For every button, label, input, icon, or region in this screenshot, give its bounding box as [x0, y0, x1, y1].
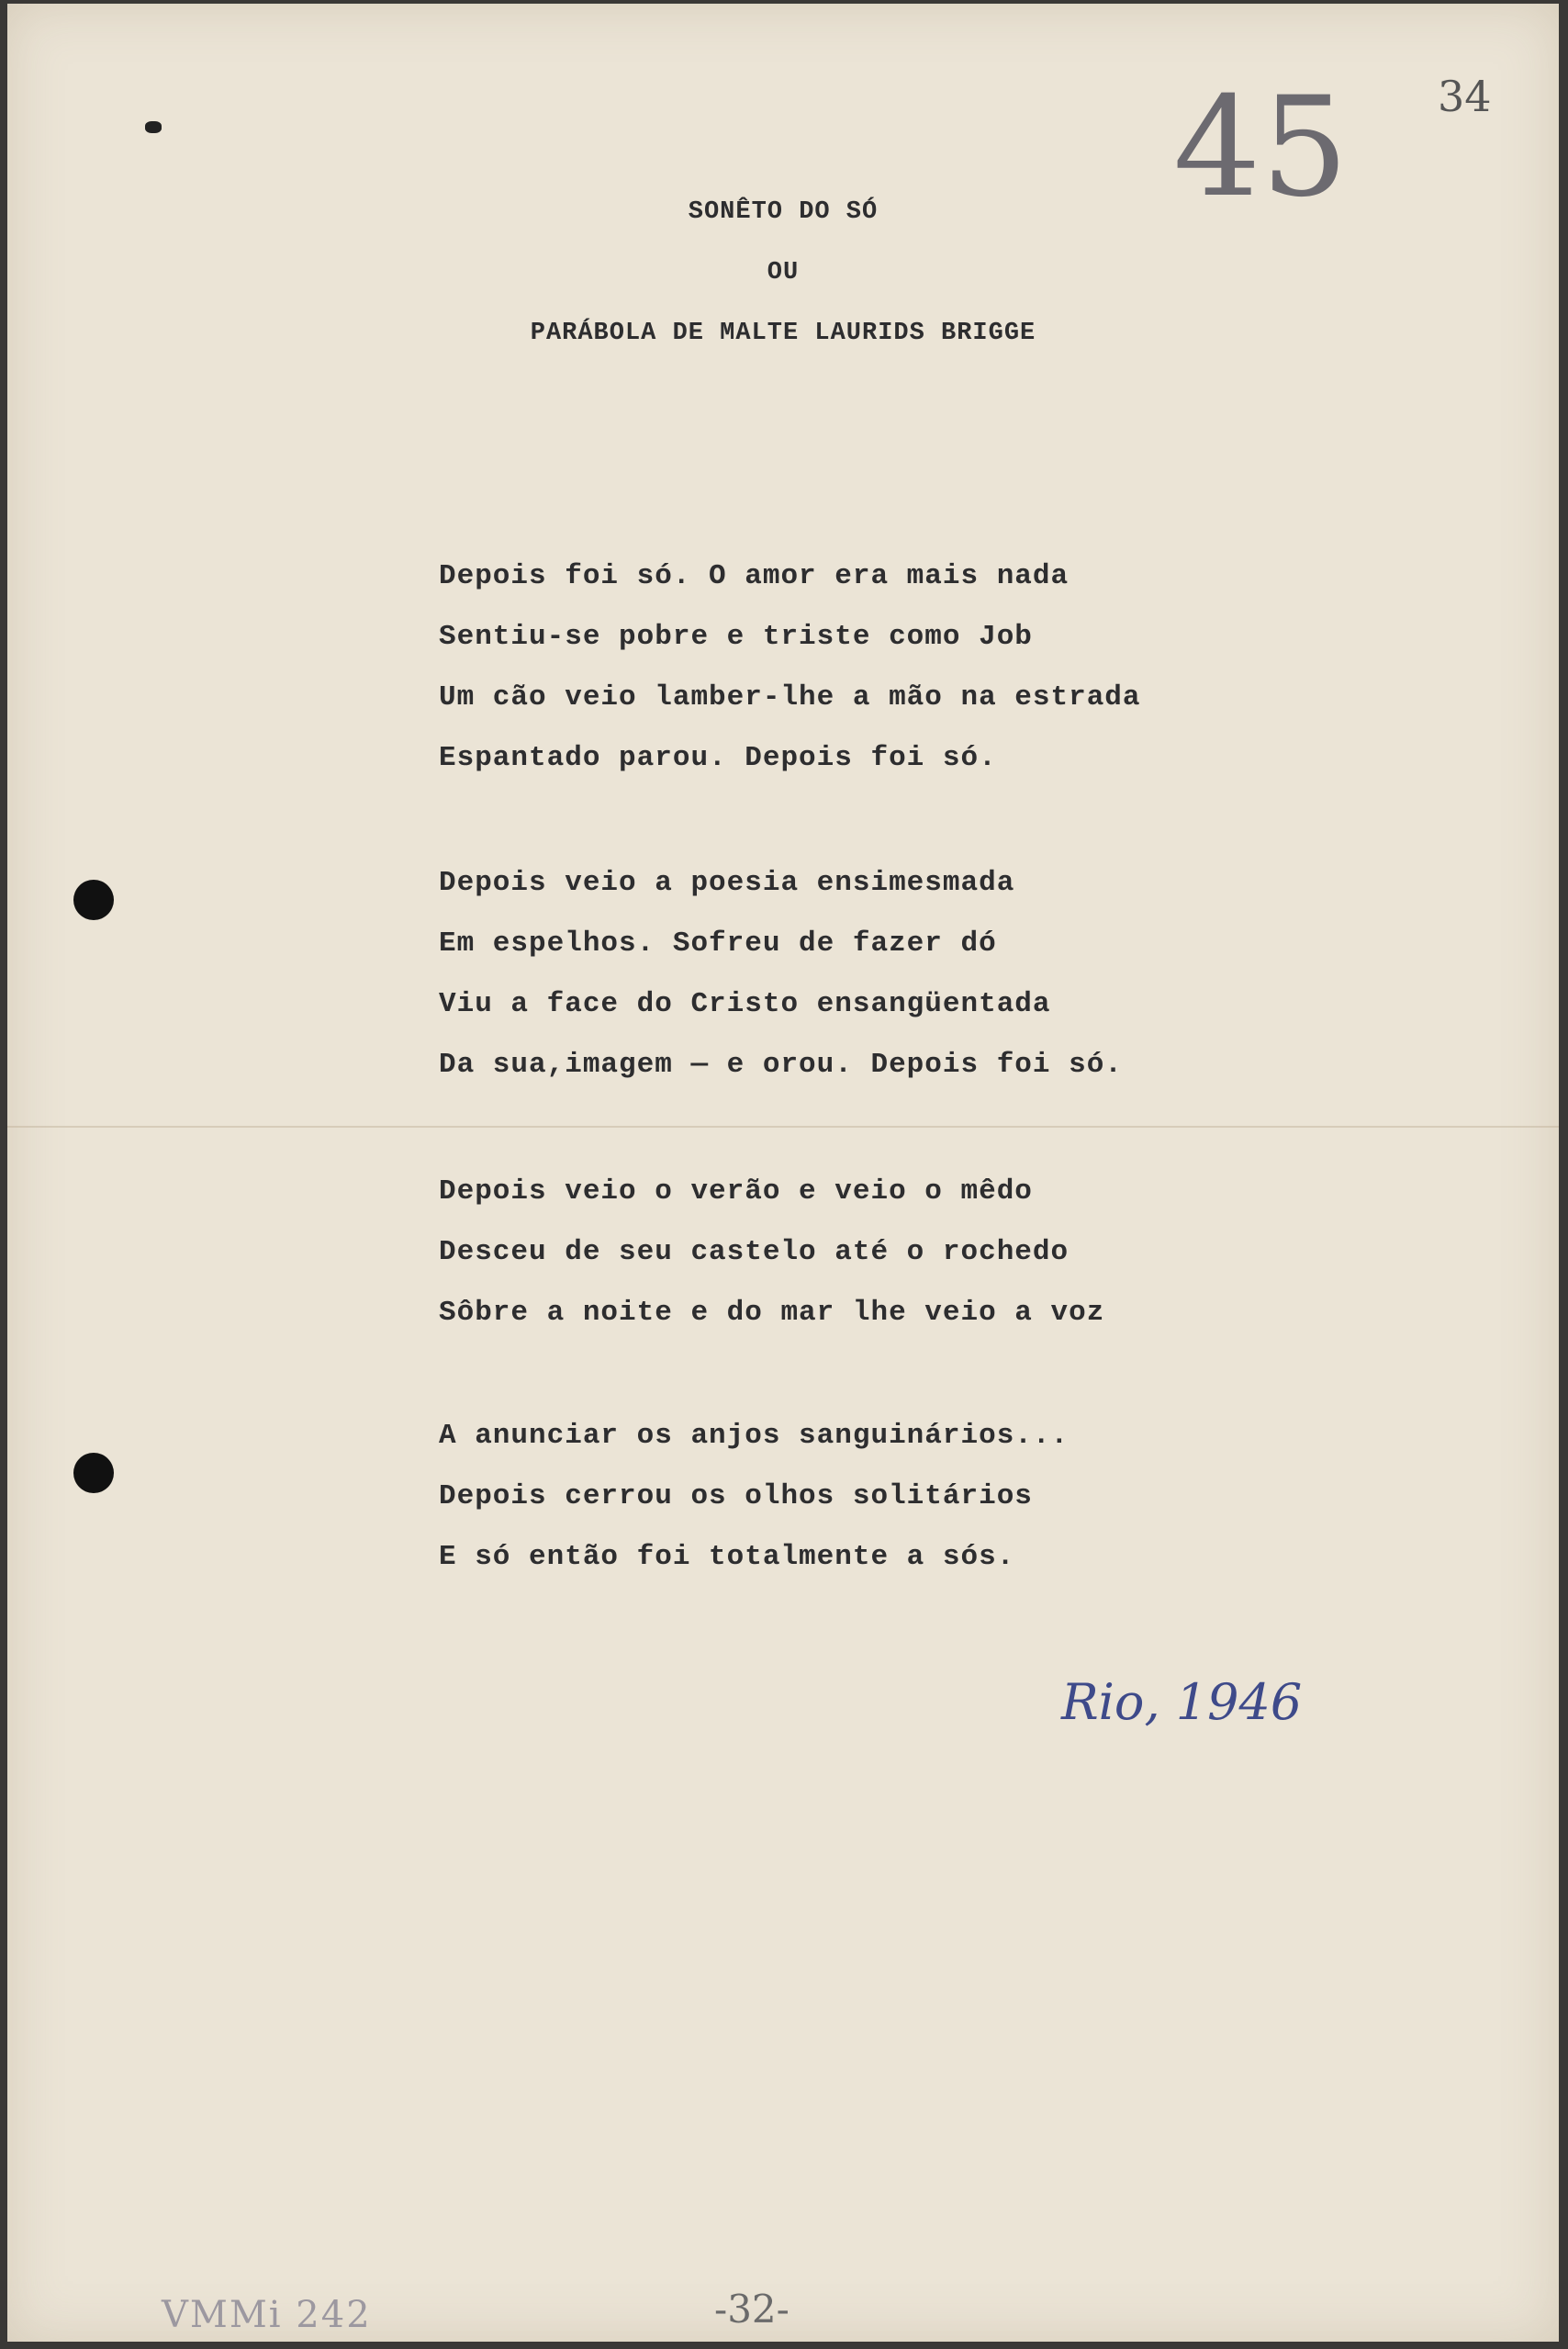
- corner-page-number: 34: [1438, 72, 1492, 121]
- poem-line: Depois cerrou os olhos solitários: [439, 1480, 1033, 1512]
- poem-subtitle: PARÁBOLA DE MALTE LAURIDS BRIGGE: [530, 320, 1036, 347]
- poem-line: Desceu de seu castelo até o rochedo: [439, 1236, 1070, 1268]
- punch-hole-bottom: [73, 1453, 114, 1493]
- typescript-page: [7, 4, 1559, 2342]
- poem-line: Sentiu-se pobre e triste como Job: [439, 621, 1033, 653]
- poem-line: A anunciar os anjos sanguinários...: [439, 1420, 1070, 1452]
- poem-title-connector: OU: [767, 259, 800, 287]
- footer-page-number: -32-: [714, 2287, 790, 2332]
- poem-line: Sôbre a noite e do mar lhe veio a voz: [439, 1297, 1105, 1329]
- punch-hole-top: [73, 880, 114, 920]
- ink-speck: [145, 121, 162, 133]
- paper-fold-line: [7, 1126, 1559, 1128]
- poem-title: SONÊTO DO SÓ: [688, 198, 879, 226]
- handwritten-page-number: 45: [1173, 68, 1349, 228]
- poem-line: Viu a face do Cristo ensangüentada: [439, 988, 1051, 1020]
- poem-line: Depois veio a poesia ensimesmada: [439, 867, 1015, 899]
- handwritten-place-date: Rio, 1946: [1061, 1673, 1303, 1731]
- poem-line: Um cão veio lamber-lhe a mão na estrada: [439, 681, 1141, 714]
- poem-line: Espantado parou. Depois foi só.: [439, 742, 997, 774]
- poem-line: Da sua,imagem — e orou. Depois foi só.: [439, 1049, 1123, 1081]
- poem-line: Depois foi só. O amor era mais nada: [439, 560, 1070, 592]
- archive-code: VMMi 242: [162, 2294, 372, 2336]
- poem-line: Depois veio o verão e veio o mêdo: [439, 1175, 1033, 1208]
- poem-line: Em espelhos. Sofreu de fazer dó: [439, 927, 997, 960]
- poem-line: E só então foi totalmente a sós.: [439, 1541, 1015, 1573]
